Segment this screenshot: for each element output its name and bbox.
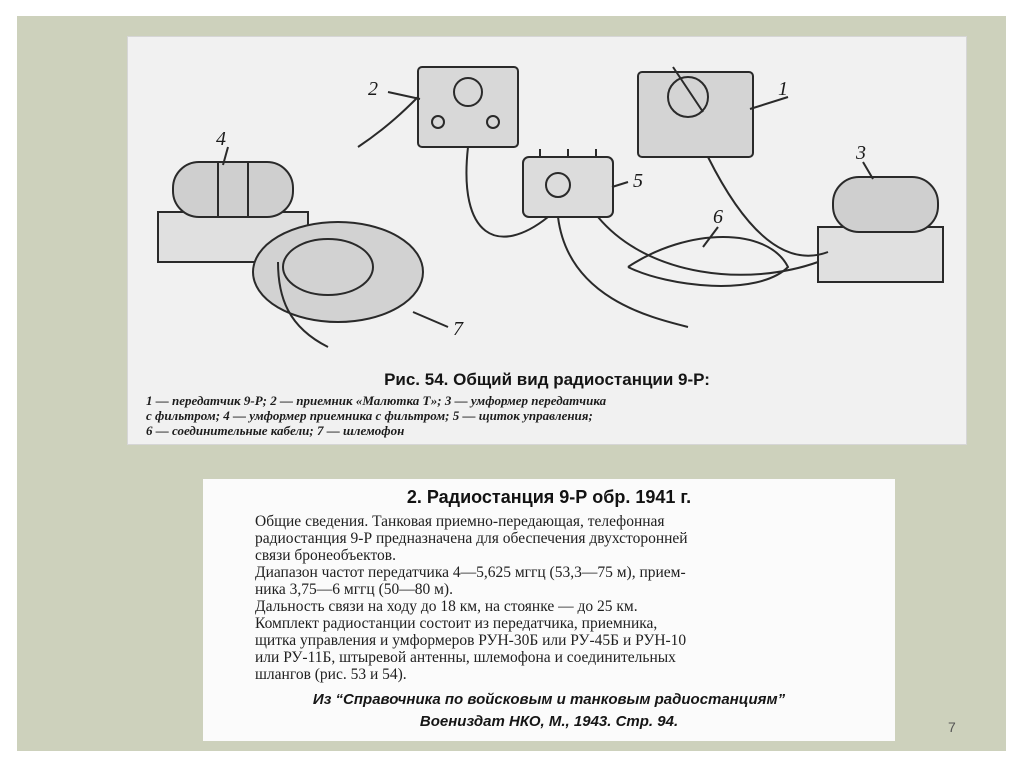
callout-2: 2 xyxy=(368,78,378,100)
document-line: ника 3,75—6 мггц (50—80 м). xyxy=(255,581,453,598)
callout-7: 7 xyxy=(453,318,463,340)
document-line: Общие сведения. Танковая приемно-передающая, телефонная xyxy=(255,513,665,530)
document-line: Диапазон частот передатчика 4—5,625 мггц (53,3—75 м), прием- xyxy=(255,564,686,581)
callout-5: 5 xyxy=(633,170,643,192)
figure-legend-line: 1 — передатчик 9-Р; 2 — приемник «Малютка Т»; 3 — умформер передатчика xyxy=(146,393,607,408)
receiver-converter xyxy=(173,162,293,217)
callout-6: 6 xyxy=(713,206,723,228)
document-line: или РУ-11Б, штыревой антенны, шлемофона и соединительных xyxy=(255,649,676,666)
document-line: щитка управления и умформеров РУН-30Б или РУ-45Б и РУН-10 xyxy=(255,632,687,649)
figure-legend-line: с фильтром; 4 — умформер приемника с фильтром; 5 — щиток управления; xyxy=(146,408,593,423)
figure-legend-line: 6 — соединительные кабели; 7 — шлемофон xyxy=(146,423,405,438)
figure-panel xyxy=(127,36,967,445)
transmitter-converter-base xyxy=(818,227,943,282)
document-line: связи бронеобъектов. xyxy=(255,547,396,564)
source-citation: Воениздат НКО, М., 1943. Стр. 94. xyxy=(419,713,679,730)
document-line: шлангов (рис. 53 и 54). xyxy=(255,666,407,683)
callout-3: 3 xyxy=(856,142,866,164)
document-heading: 2. Радиостанция 9-Р обр. 1941 г. xyxy=(406,487,692,507)
document-panel xyxy=(203,479,895,741)
control-panel xyxy=(523,157,613,217)
radio-station-drawing xyxy=(128,37,966,367)
callout-4: 4 xyxy=(216,128,226,150)
document-line: радиостанция 9-Р предназначена для обеспечения двухсторонней xyxy=(255,530,688,547)
figure-caption: Рис. 54. Общий вид радиостанции 9-Р: xyxy=(384,370,710,389)
callout-1: 1 xyxy=(778,78,788,100)
source-citation: Из “Справочника по войсковым и танковым радиостанциям” xyxy=(312,691,786,708)
transmitter-converter xyxy=(833,177,938,232)
document-line: Комплект радиостанции состоит из передатчика, приемника, xyxy=(255,615,658,632)
page-number: 7 xyxy=(948,719,956,735)
document-line: Дальность связи на ходу до 18 км, на стоянке — до 25 км. xyxy=(255,598,638,615)
